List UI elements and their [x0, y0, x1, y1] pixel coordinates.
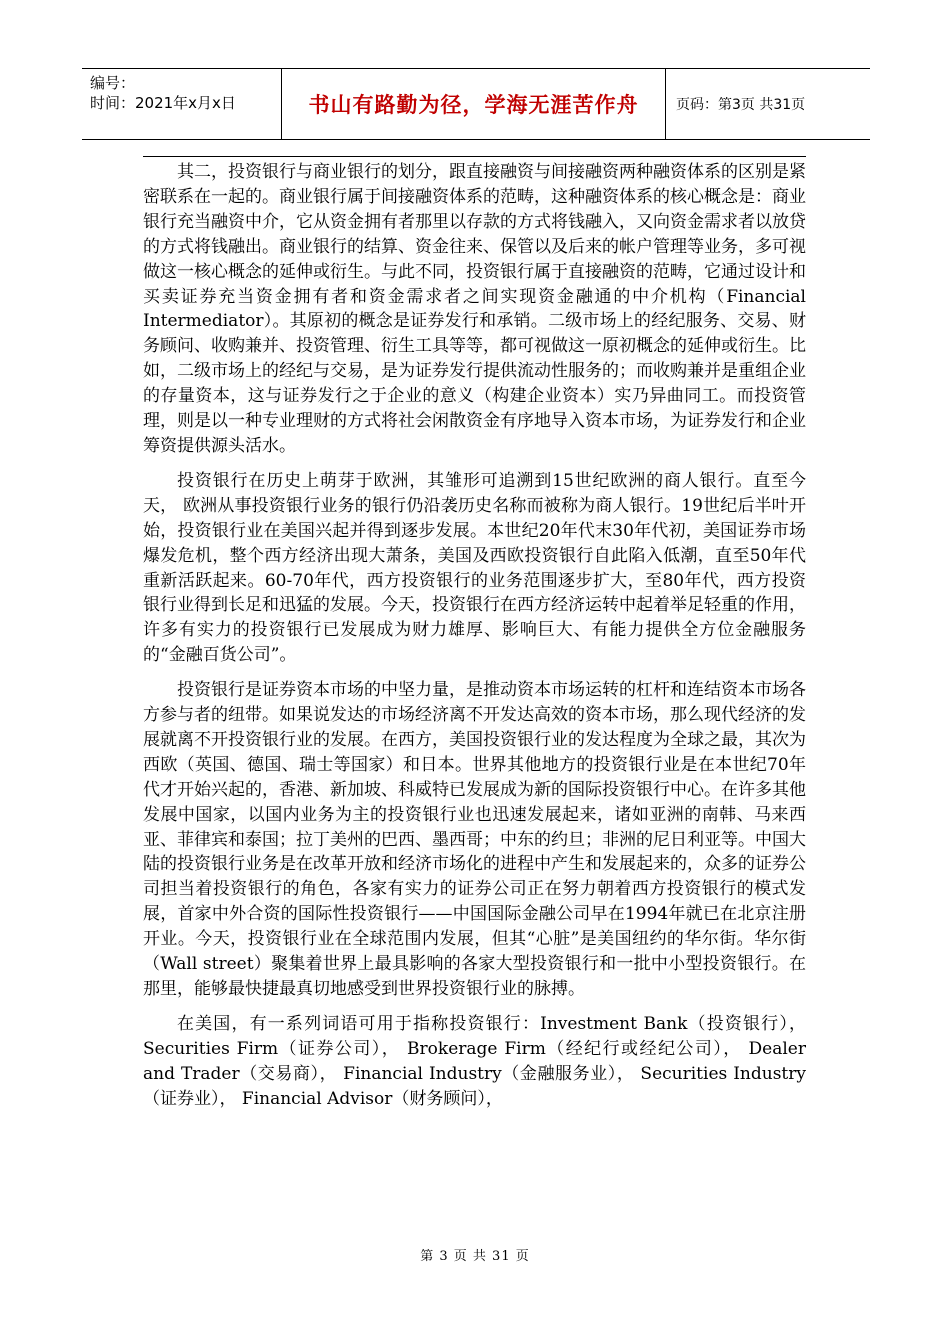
body-top-rule [143, 156, 806, 157]
document-number-label: 编号： [90, 74, 136, 92]
page-header [82, 68, 870, 140]
paragraph-3: 投资银行是证券资本市场的中坚力量，是推动资本市场运转的杠杆和连结资本市场各方参与者的纽带。如果说发达的市场经济离不开发达高效的资本市场，那么现代经济的发展就离不开投资银行业的发展。在西方，美国投资银行业的发达程度为全球之最，其次为西欧（英国、德国、瑞士等国家）和日本。世界其他地方的投资银行业是在本世纪70年代才开始兴起的，香港、新加坡、科威特已发展成为新的国际投资银行中心。在许多其他发展中国家，以国内业务为主的投资银行业也迅速发展起来，诸如亚洲的南韩、马来西亚、菲律宾和泰国；拉丁美州的巴西、墨西哥；中东的约旦；非洲的尼日利亚等。中国大陆的投资银行业务是在改革开放和经济市场化的进程中产生和发展起来的，众多的证券公司担当着投资银行的角色，各家有实力的证券公司正在努力朝着西方投资银行的模式发展，首家中外合资的国际性投资银行——中国国际金融公司早在1994年就已在北京注册开业。今天，投资银行业在全球范围内发展，但其“心脏”是美国纽约的华尔街。华尔街（Wall street）聚集着世界上最具影响的各家大型投资银行和一批中小型投资银行。在那里，能够最快捷最真切地感受到世界投资银行业的脉搏。 [143, 680, 806, 999]
paragraph-2: 投资银行在历史上萌芽于欧洲，其雏形可追溯到15世纪欧洲的商人银行。直至今天， 欧洲从事投资银行业务的银行仍沿袭历史名称而被称为商人银行。19世纪后半叶开始，投资银行业在美国兴起并得到逐步发展。本世纪20年代末30年代初，美国证券市场爆发危机，整个西方经济出现大萧条，美国及西欧投资银行自此陷入低潮，直至50年代重新活跃起来。60-70年代，西方投资银行的业务范围逐步扩大，至80年代，西方投资银行业得到长足和迅猛的发展。今天，投资银行在西方经济运转中起着举足轻重的作用，许多有实力的投资银行已发展成为财力雄厚、影响巨大、有能力提供全方位金融服务的“金融百货公司”。 [143, 470, 806, 666]
header-page-number: 页码：第3页 共31页 [676, 97, 806, 113]
document-body [143, 160, 806, 1122]
paragraph-4: 在美国，有一系列词语可用于指称投资银行：Investment Bank（投资银行）， Securities Firm（证券公司）， Brokerage Firm（经纪行或经纪公司）， Dealer and Trader（交易商）， Financial Industry（金融服务业）， Securities Industry（证券业）， Financial Advisor（财务顾问）， [143, 1013, 806, 1109]
document-date-label: 时间：2021年x月x日 [90, 94, 236, 112]
header-motto: 书山有路勤为径，学海无涯苦作舟 [282, 69, 666, 139]
page-footer: 第 3 页 共 31 页 [420, 1249, 530, 1264]
header-info [82, 69, 282, 139]
paragraph-1: 其二，投资银行与商业银行的划分，跟直接融资与间接融资两种融资体系的区别是紧密联系在一起的。商业银行属于间接融资体系的范畴，这种融资体系的核心概念是：商业银行充当融资中介，它从资金拥有者那里以存款的方式将钱融入，又向资金需求者以放贷的方式将钱融出。商业银行的结算、资金往来、保管以及后来的帐户管理等业务，多可视做这一核心概念的延伸或衍生。与此不同，投资银行属于直接融资的范畴，它通过设计和买卖证券充当资金拥有者和资金需求者之间实现资金融通的中介机构（Financial Intermediator）。其原初的概念是证券发行和承销。二级市场上的经纪服务、交易、财务顾问、收购兼并、投资管理、衍生工具等等，都可视做这一原初概念的延伸或衍生。比如，二级市场上的经纪与交易，是为证券发行提供流动性服务的；而收购兼并是重组企业的存量资本，这与证券发行之于企业的意义（构建企业资本）实乃异曲同工。而投资管理，则是以一种专业理财的方式将社会闲散资金有序地导入资本市场，为证券发行和企业筹资提供源头活水。 [143, 162, 806, 456]
